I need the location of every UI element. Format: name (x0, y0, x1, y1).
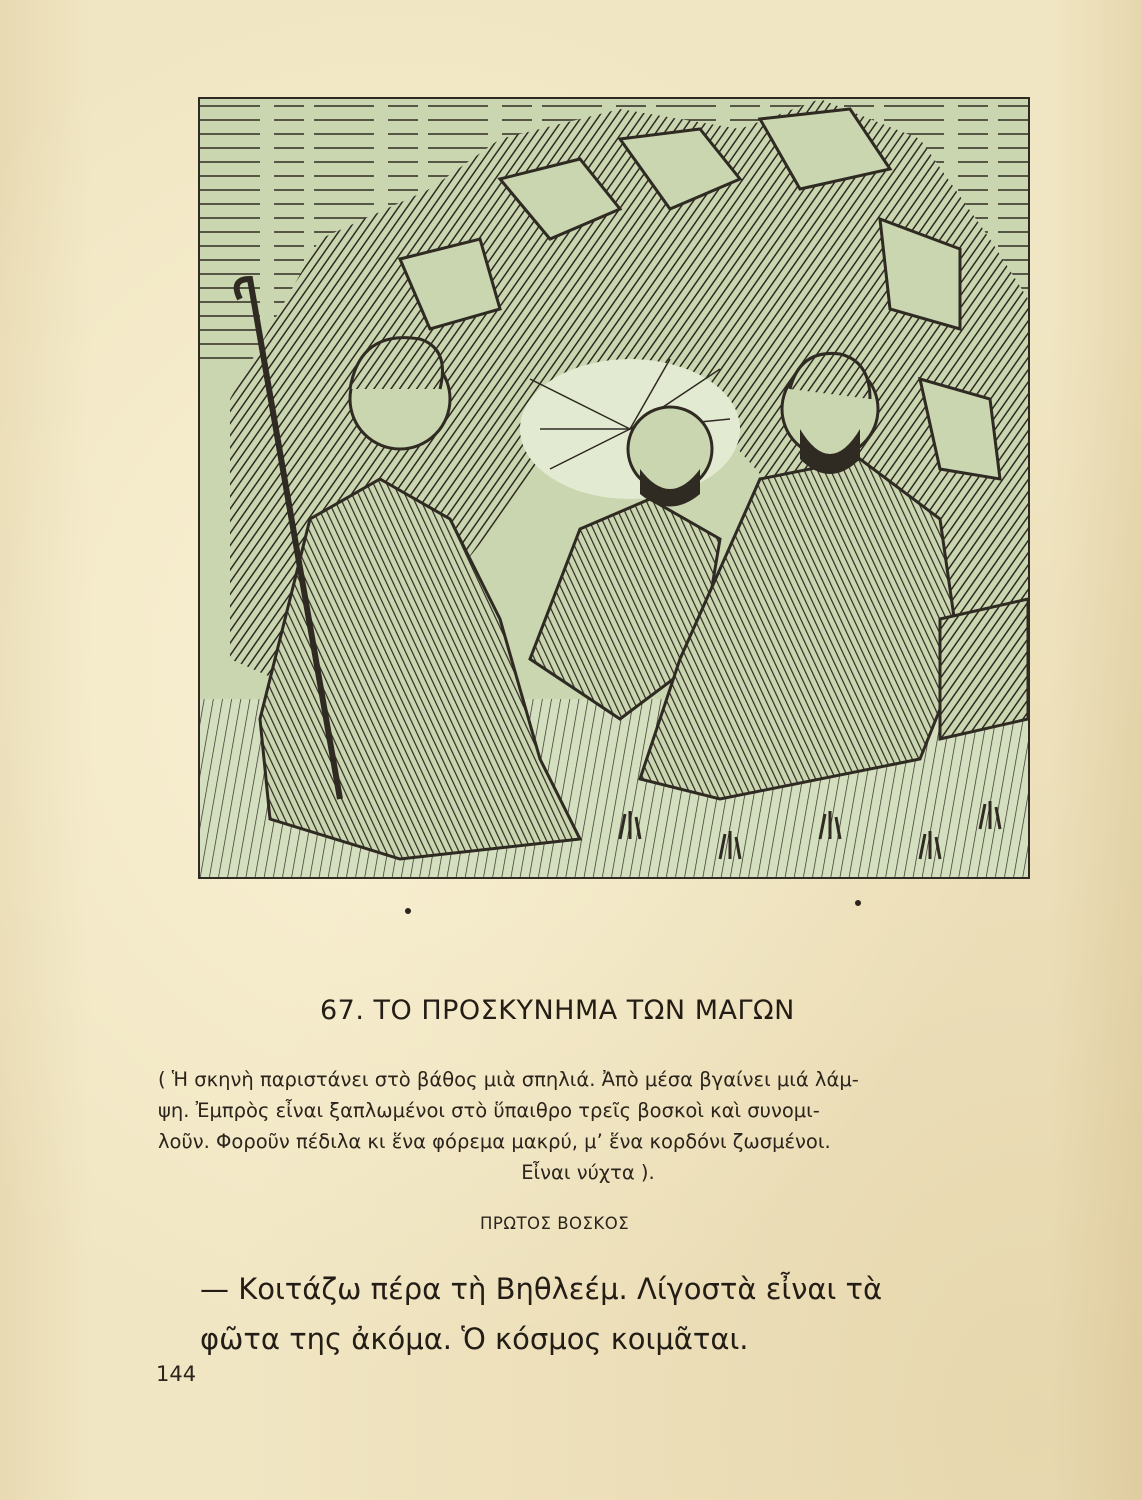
stage-line: λοῦν. Φοροῦν πέδιλα κι ἕνα φόρεμα μακρύ, μ’ ἕνα κορδόνι ζωσμένοι. (158, 1130, 831, 1153)
dialogue-text (200, 1264, 1030, 1364)
page-number: 144 (156, 1362, 197, 1386)
dialogue-line: — Κοιτάζω πέρα τὴ Βηθλεέμ. Λίγοστὰ εἶναι τὰ (200, 1272, 883, 1306)
woodcut-illustration (198, 97, 1030, 879)
chapter-title: 67. ΤΟ ΠΡΟΣΚΥΝΗΜΑ ΤΩΝ ΜΑΓΩΝ (320, 995, 795, 1026)
dot-ornament-left (405, 908, 411, 914)
dot-ornament-right (855, 900, 861, 906)
shepherds-cave-icon (200, 99, 1028, 877)
dialogue-line: φῶτα της ἀκόμα. Ὁ κόσμος κοιμᾶται. (200, 1322, 749, 1356)
stage-directions (158, 1064, 1018, 1188)
speaker-name: ΠΡΩΤΟΣ ΒΟΣΚΟΣ (480, 1214, 630, 1233)
stage-line: ψη. Ἐμπρὸς εἶναι ξαπλωμένοι στὸ ὕπαιθρο τρεῖς βοσκοὶ καὶ συνομι- (158, 1099, 820, 1122)
stage-line: ( Ἡ σκηνὴ παριστάνει στὸ βάθος μιὰ σπηλιά. Ἀπὸ μέσα βγαίνει μιά λάμ- (158, 1068, 859, 1091)
stage-line: Εἶναι νύχτα ). (521, 1161, 655, 1184)
